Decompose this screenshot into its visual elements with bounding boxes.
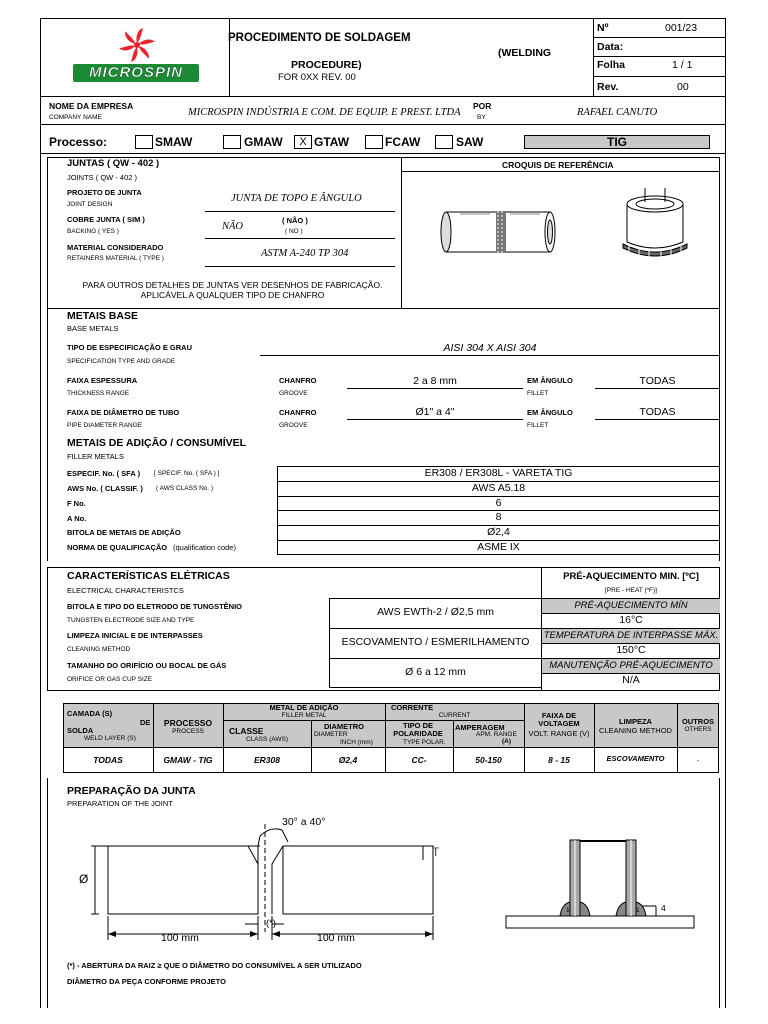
doc-title-en-a: (WELDING [498, 47, 552, 59]
prep-title: PREPARAÇÃO DA JUNTA [67, 785, 196, 797]
th-clean-en: CLEANING METHOD [599, 726, 672, 735]
backing-label-en: BACKING ( YES ) [67, 228, 119, 235]
thickness-chanfro-en: GROOVE [279, 390, 308, 397]
th-diam-en: DIAMETER [314, 731, 348, 738]
th-class-en: CLASS (AWS) [246, 736, 289, 743]
filler-sub-norma: (qualification code) [173, 543, 236, 552]
material-label: MATERIAL CONSIDERADO [67, 243, 164, 252]
filler-value-fno: 6 [495, 497, 502, 509]
thickness-label-en: THICKNESS RANGE [67, 390, 130, 397]
pipe-fillet-value: TODAS [639, 406, 676, 418]
filler-label-bitola: BITOLA DE METAIS DE ADIÇÃO [67, 528, 181, 537]
th-current-en: CURRENT [438, 712, 471, 719]
th-layer-c: SOLDA [67, 726, 94, 735]
prep-t-mark: T [432, 845, 440, 859]
backing-label: COBRE JUNTA ( SIM ) [67, 215, 145, 224]
data-label: Data: [597, 41, 624, 53]
maint-label: MANUTENÇÃO PRÉ-AQUECIMENTO [542, 659, 720, 673]
electrode-label: BITOLA E TIPO DO ELETRODO DE TUNGSTÊNIO [67, 602, 243, 611]
electrical-title-en: ELECTRICAL CHARACTERISTCS [67, 586, 184, 595]
td-layer: TODAS [93, 755, 123, 766]
filler-label-sfa: ESPECIF. No. ( SFA ) [67, 469, 141, 478]
th-current: CORRENTE [391, 703, 434, 712]
prep-gap: (*) [266, 918, 277, 929]
thickness-angulo-label: EM ÂNGULO [527, 376, 573, 385]
filler-value-aws: AWS A5.18 [471, 482, 526, 494]
th-process-en: PROCESS [172, 728, 204, 735]
base-metals-title: METAIS BASE [67, 310, 138, 322]
preheat-title-en: [PRE - HEAT (ºF)] [605, 587, 657, 594]
sketch-title: CROQUIS DE REFERÊNCIA [502, 160, 614, 170]
th-layer-en: WELD LAYER (S) [84, 735, 136, 742]
pipe-chanfro-label: CHANFRO [279, 408, 317, 417]
th-metal: METAL DE ADIÇÃO [269, 703, 339, 712]
material-label-en: RETAINERS MATERIAL ( TYPE ) [67, 255, 164, 262]
option-smaw: SMAW [155, 135, 193, 149]
design-label-en: JOINT DESIGN [67, 201, 113, 208]
company-label: NOME DA EMPRESA [49, 101, 134, 111]
spec-label: TIPO DE ESPECIFICAÇÃO E GRAU [67, 343, 193, 352]
th-polarity: TIPO DE POLARIDADE [393, 721, 443, 739]
pipe-label: FAIXA DE DIÂMETRO DE TUBO [67, 408, 180, 417]
option-fcaw: FCAW [385, 135, 421, 149]
cleaning-value: ESCOVAMENTO / ESMERILHAMENTO [341, 636, 530, 649]
company-label-en: COMPANY NAME [49, 114, 102, 121]
filler-value-ano: 8 [495, 511, 502, 523]
th-amp-unit: (A) [502, 738, 512, 745]
base-metals-title-en: BASE METALS [67, 324, 119, 333]
maint-value: N/A [622, 674, 640, 687]
prep-angle: 30° a 40° [282, 816, 326, 828]
no-label: Nº [597, 22, 609, 34]
form-code: FOR 0XX REV. 00 [278, 72, 356, 83]
filler-value-norma: ASME IX [477, 541, 520, 553]
backing-no: ( NÃO ) [282, 216, 308, 225]
th-diam: DIAMETRO [324, 722, 364, 731]
por-label-en: BY [477, 114, 486, 121]
backing-value: NÃO [222, 221, 243, 232]
td-clean: ESCOVAMENTO [606, 754, 665, 764]
fillet-joint-drawing [504, 836, 698, 932]
th-volt-en: VOLT. RANGE (V) [528, 729, 590, 738]
filler-value-bitola: Ø2,4 [487, 526, 510, 538]
process-label: Processo: [49, 135, 108, 149]
td-volt: 8 - 15 [548, 755, 570, 766]
th-others-en: OTHERS [684, 726, 712, 733]
doc-title: PROCEDIMENTO DE SOLDAGEM [228, 32, 411, 44]
prep-note-2: DIÂMETRO DA PEÇA CONFORME PROJETO [67, 977, 226, 986]
electrical-title: CARACTERÍSTICAS ELÉTRICAS [67, 570, 230, 582]
interpass-label: TEMPERATURA DE INTERPASSE MÁX. [543, 630, 719, 642]
electrode-value: AWS EWTh-2 / Ø2,5 mm [377, 606, 494, 619]
company-value: MICROSPIN INDÚSTRIA E COM. DE EQUIP. E PREST. LTDA [188, 107, 461, 118]
pipe-angulo-en: FILLET [527, 422, 549, 429]
preheat-min-value: 16°C [619, 614, 643, 627]
checkbox-gmaw[interactable] [223, 135, 241, 149]
checkbox-fcaw[interactable] [365, 135, 383, 149]
filler-sub-aws: ( AWS CLASS No. ) [156, 485, 214, 492]
option-saw: SAW [456, 135, 484, 149]
orifice-value: Ø 6 a 12 mm [405, 666, 466, 679]
filler-title-en: FILLER METALS [67, 452, 124, 461]
th-class: CLASSE [229, 726, 264, 736]
th-metal-en: FILLER METAL [281, 712, 327, 719]
folha-value: 1 / 1 [672, 59, 693, 71]
pipe-angulo-label: EM ÂNGULO [527, 408, 573, 417]
pipe-label-en: PIPE DIAMETER RANGE [67, 422, 143, 429]
joints-title-en: JOINTS ( QW - 402 ) [67, 173, 138, 182]
fillet-mark-2: 1 [636, 907, 640, 914]
option-gtaw: GTAW [314, 135, 350, 149]
material-value: ASTM A-240 TP 304 [261, 248, 349, 259]
td-amp: 50-150 [475, 755, 502, 766]
td-polarity: CC- [411, 755, 427, 766]
process-selected: TIG [524, 135, 710, 149]
th-layer-a: CAMADA (S) [67, 709, 113, 718]
orifice-label: TAMANHO DO ORIFÍCIO OU BOCAL DE GÁS [67, 661, 227, 670]
por-label: POR [473, 101, 492, 111]
prep-note-1: (*) - ABERTURA DA RAIZ ≥ QUE O DIÂMETRO DO CONSUMÍVEL A SER UTILIZADO [67, 961, 362, 970]
thickness-fillet-value: TODAS [639, 375, 676, 387]
th-others: OUTROS [681, 717, 715, 726]
prep-title-en: PREPARATION OF THE JOINT [67, 799, 173, 808]
joints-title: JUNTAS ( QW - 402 ) [67, 158, 160, 169]
td-others: - [696, 755, 700, 766]
pipe-value: Ø1" a 4" [415, 406, 455, 418]
checkbox-smaw[interactable] [135, 135, 153, 149]
td-diam: Ø2,4 [338, 755, 358, 766]
cleaning-label-en: CLEANING METHOD [67, 646, 131, 653]
filler-label-ano: A No. [67, 514, 87, 523]
design-value: JUNTA DE TOPO E ÂNGULO [231, 193, 362, 204]
prep-dim-a: 100 mm [161, 932, 199, 944]
design-label: PROJETO DE JUNTA [67, 188, 142, 197]
joints-note-2: APLICÁVEL A QUALQUER TIPO DE CHANFRO [140, 290, 325, 300]
thickness-label: FAIXA ESPESSURA [67, 376, 138, 385]
th-amp-en: APM. RANGE [476, 731, 517, 738]
pipe-chanfro-en: GROOVE [279, 422, 308, 429]
por-value: RAFAEL CANUTO [577, 107, 658, 118]
filler-label-fno: F No. [67, 499, 86, 508]
preheat-title: PRÉ-AQUECIMENTO MIN. [ºC] [563, 571, 699, 582]
fillet-mark-4: 4 [661, 903, 666, 913]
option-gmaw: GMAW [244, 135, 283, 149]
spec-label-en: SPECIFICATION TYPE AND GRADE [67, 358, 176, 365]
rev-value: 00 [677, 81, 689, 93]
td-process: GMAW - TIG [163, 755, 213, 766]
rev-label: Rev. [597, 81, 619, 93]
th-diam-unit: INCH (mm) [340, 739, 373, 746]
td-class: ER308 [254, 755, 280, 766]
filler-value-sfa: ER308 / ER308L - VARETA TIG [424, 467, 573, 479]
th-layer-b: DE [140, 718, 151, 727]
filler-sub-sfa: [ SPECIF. No. ( SFA ) ] [154, 470, 220, 477]
pipe-plate-sketch [615, 188, 695, 264]
thickness-chanfro-label: CHANFRO [279, 376, 317, 385]
preheat-min-label: PRÉ-AQUECIMENTO MÍN [542, 599, 720, 613]
prep-dim-b: 100 mm [317, 932, 355, 944]
checkbox-gtaw[interactable]: X [294, 135, 312, 149]
folha-label: Folha [597, 59, 625, 71]
th-process: PROCESSO [163, 718, 213, 728]
th-amp: AMPERAGEM [455, 723, 505, 732]
pipe-butt-sketch [440, 200, 560, 266]
filler-label-aws: AWS No. ( CLASSIF. ) [67, 484, 143, 493]
spec-value: AISI 304 X AISI 304 [443, 342, 537, 354]
cleaning-label: LIMPEZA INICIAL E DE INTERPASSES [67, 631, 203, 640]
logo-wordmark: MICROSPIN [88, 64, 183, 81]
prep-phi: Ø [79, 872, 89, 886]
thickness-value: 2 a 8 mm [413, 375, 457, 387]
joints-note-1: PARA OUTROS DETALHES DE JUNTAS VER DESENHOS DE FABRICAÇÃO. [82, 280, 383, 290]
electrode-label-en: TUNGSTEN ELECTRODE SIZE AND TYPE [67, 617, 195, 624]
filler-label-norma: NORMA DE QUALIFICAÇÃO [67, 543, 168, 552]
microspin-logo-icon [118, 26, 156, 64]
no-value: 001/23 [665, 22, 698, 34]
butt-joint-drawing [60, 812, 470, 947]
doc-title-en-b: PROCEDURE) [291, 59, 362, 71]
fillet-mark-1: 1 [566, 907, 570, 914]
th-polarity-en: TYPE POLAR. [403, 739, 446, 746]
checkbox-saw[interactable] [435, 135, 453, 149]
orifice-label-en: ORIFICE OR GAS CUP SIZE [67, 676, 153, 683]
interpass-value: 150°C [616, 644, 646, 657]
filler-title: METAIS DE ADIÇÃO / CONSUMÍVEL [67, 437, 247, 449]
th-clean: LIMPEZA [619, 717, 652, 726]
backing-no-en: ( NO ) [285, 228, 303, 235]
th-volt: FAIXA DE VOLTAGEM [538, 711, 580, 729]
thickness-angulo-en: FILLET [527, 390, 549, 397]
